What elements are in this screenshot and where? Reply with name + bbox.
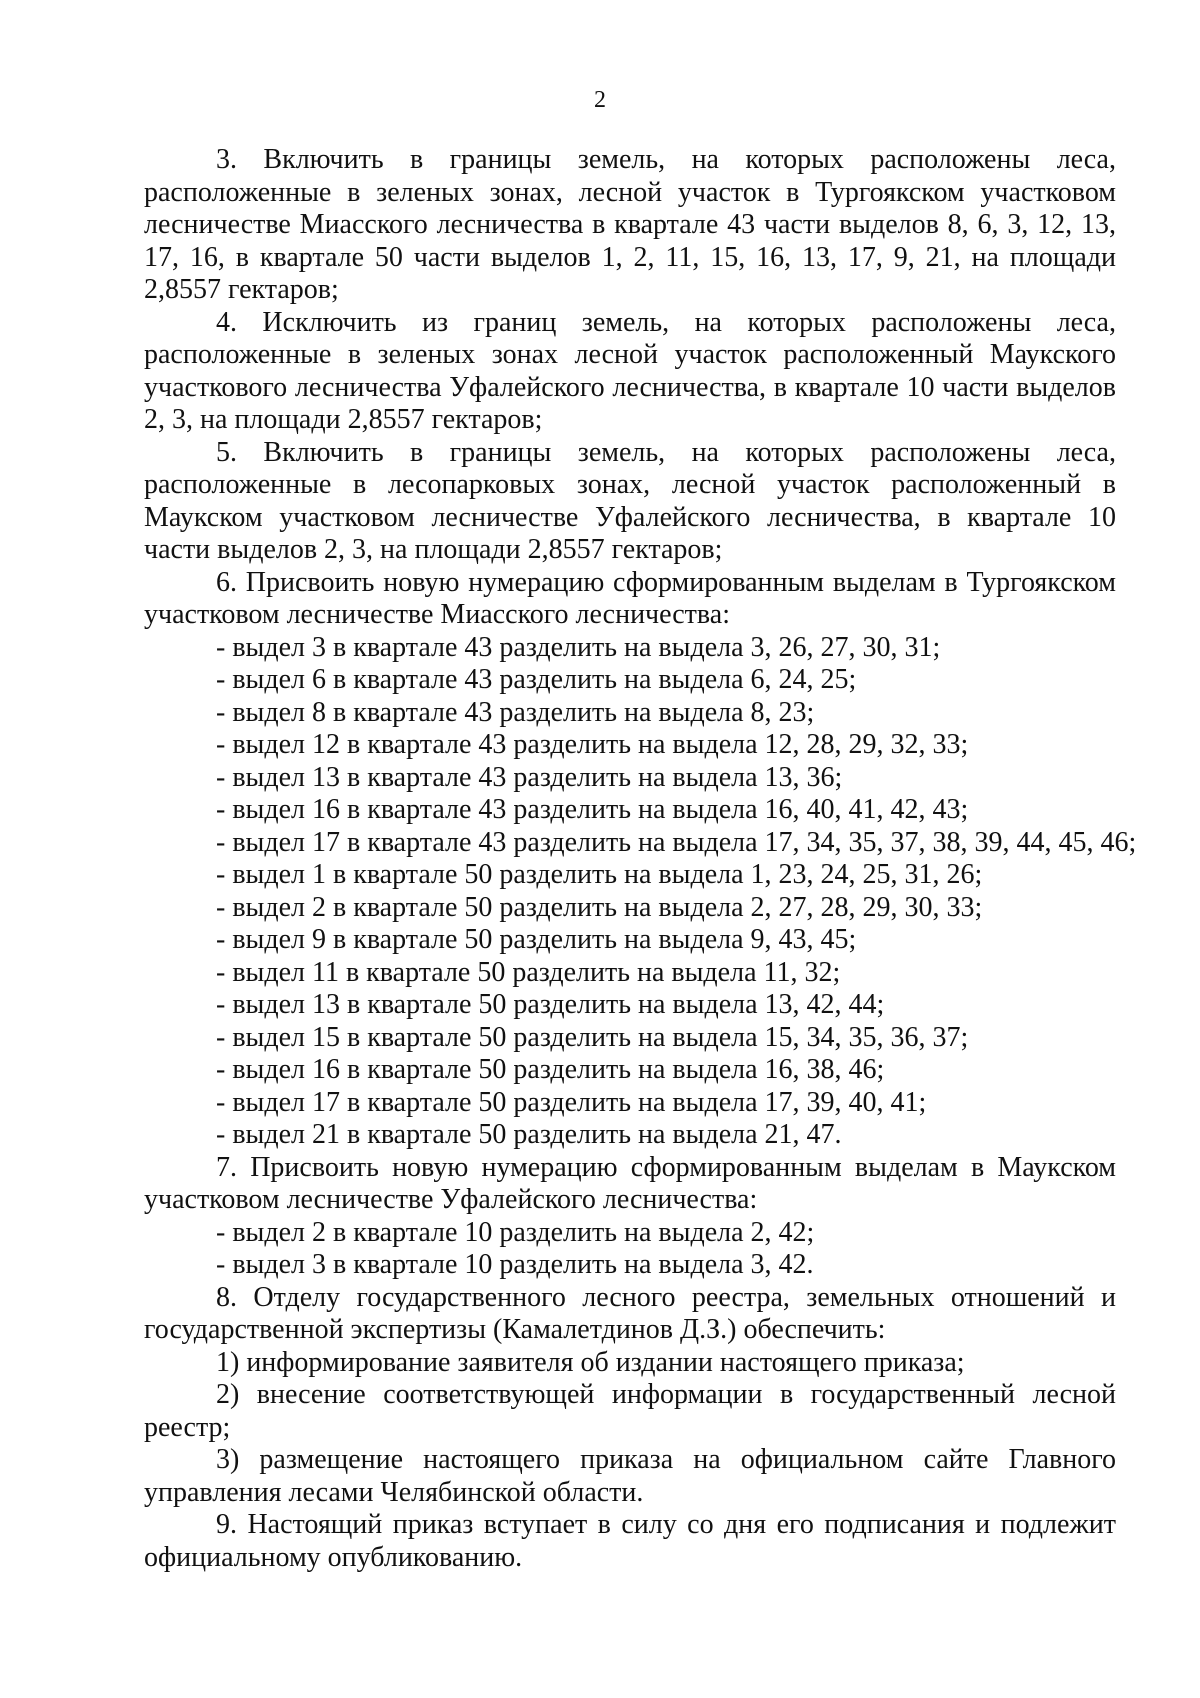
- clause-6-item: - выдел 2 в квартале 50 разделить на выдела 2, 27, 28, 29, 30, 33;: [216, 891, 983, 923]
- clause-6-item: - выдел 1 в квартале 50 разделить на выдела 1, 23, 24, 25, 31, 26;: [216, 859, 983, 890]
- clause-8-sub-3: 3) размещение настоящего приказа на официальном сайте Главного управления лесами Челябинской области.: [144, 1444, 1116, 1508]
- clause-8: 8. Отделу государственного лесного реестра, земельных отношений и государственной экспертизы (Камалетдинов Д.З.) обеспечить:: [144, 1281, 1116, 1345]
- clause-3: 3. Включить в границы земель, на которых расположены леса, расположенные в зеленых зонах, лесной участок в Тургоякском участковом лесничестве Миасского лесничества в квартале 43 части выделов 8, 6, 3, 12, 13, 17, 16, в квартале 50 части выделов 1, 2, 11, 15, 16, 13, 17, 9, 21, на площади 2,8557 гектаров;: [144, 144, 1116, 305]
- clause-6-item: - выдел 6 в квартале 43 разделить на выдела 6, 24, 25;: [216, 664, 857, 695]
- clause-6-item: - выдел 16 в квартале 50 разделить на выдела 16, 38, 46;: [216, 1054, 885, 1085]
- clause-6-item: - выдел 12 в квартале 43 разделить на выдела 12, 28, 29, 32, 33;: [216, 729, 969, 760]
- clause-6-item: - выдел 17 в квартале 50 разделить на выдела 17, 39, 40, 41;: [216, 1086, 927, 1118]
- clause-6-item: - выдел 11 в квартале 50 разделить на выдела 11, 32;: [216, 956, 841, 988]
- clause-6-item: - выдел 8 в квартале 43 разделить на выдела 8, 23;: [216, 696, 815, 728]
- clause-6-item: - выдел 13 в квартале 50 разделить на выдела 13, 42, 44;: [216, 989, 885, 1020]
- clause-8-sub-1: 1) информирование заявителя об издании настоящего приказа;: [216, 1346, 965, 1378]
- clause-6-item: - выдел 16 в квартале 43 разделить на выдела 16, 40, 41, 42, 43;: [216, 794, 969, 825]
- clause-5: 5. Включить в границы земель, на которых расположены леса, расположенные в лесопарковых зонах, лесной участок расположенный в Маукском участковом лесничестве Уфалейского лесничества, в квартале 10 части выделов 2, 3, на площади 2,8557 гектаров;: [144, 436, 1116, 565]
- clause-6-item: - выдел 21 в квартале 50 разделить на выдела 21, 47.: [216, 1119, 842, 1150]
- clause-6-item: - выдел 15 в квартале 50 разделить на выдела 15, 34, 35, 36, 37;: [216, 1021, 969, 1053]
- document-body: [144, 144, 1137, 1574]
- clause-6-item: - выдел 13 в квартале 43 разделить на выдела 13, 36;: [216, 761, 843, 793]
- clause-9: 9. Настоящий приказ вступает в силу со дня его подписания и подлежит официальному опубликованию.: [144, 1509, 1116, 1573]
- page-number: 2: [594, 87, 606, 113]
- clause-8-sub-2: 2) внесение соответствующей информации в государственный лесной реестр;: [144, 1379, 1116, 1443]
- clause-6-item: - выдел 3 в квартале 43 разделить на выдела 3, 26, 27, 30, 31;: [216, 631, 941, 663]
- clause-6-item: - выдел 17 в квартале 43 разделить на выдела 17, 34, 35, 37, 38, 39, 44, 45, 46;: [216, 826, 1137, 858]
- clause-6-item: - выдел 9 в квартале 50 разделить на выдела 9, 43, 45;: [216, 924, 857, 955]
- clause-7: 7. Присвоить новую нумерацию сформированным выделам в Маукском участковом лесничестве Уфалейского лесничества:: [144, 1151, 1116, 1215]
- clause-7-item: - выдел 3 в квартале 10 разделить на выдела 3, 42.: [216, 1249, 814, 1280]
- clause-7-item: - выдел 2 в квартале 10 разделить на выдела 2, 42;: [216, 1216, 815, 1248]
- clause-6: 6. Присвоить новую нумерацию сформированным выделам в Тургоякском участковом лесничестве Миасского лесничества:: [144, 566, 1116, 630]
- clause-4: 4. Исключить из границ земель, на которых расположены леса, расположенные в зеленых зонах лесной участок расположенный Маукского участкового лесничества Уфалейского лесничества, в квартале 10 части выделов 2, 3, на площади 2,8557 гектаров;: [144, 306, 1116, 435]
